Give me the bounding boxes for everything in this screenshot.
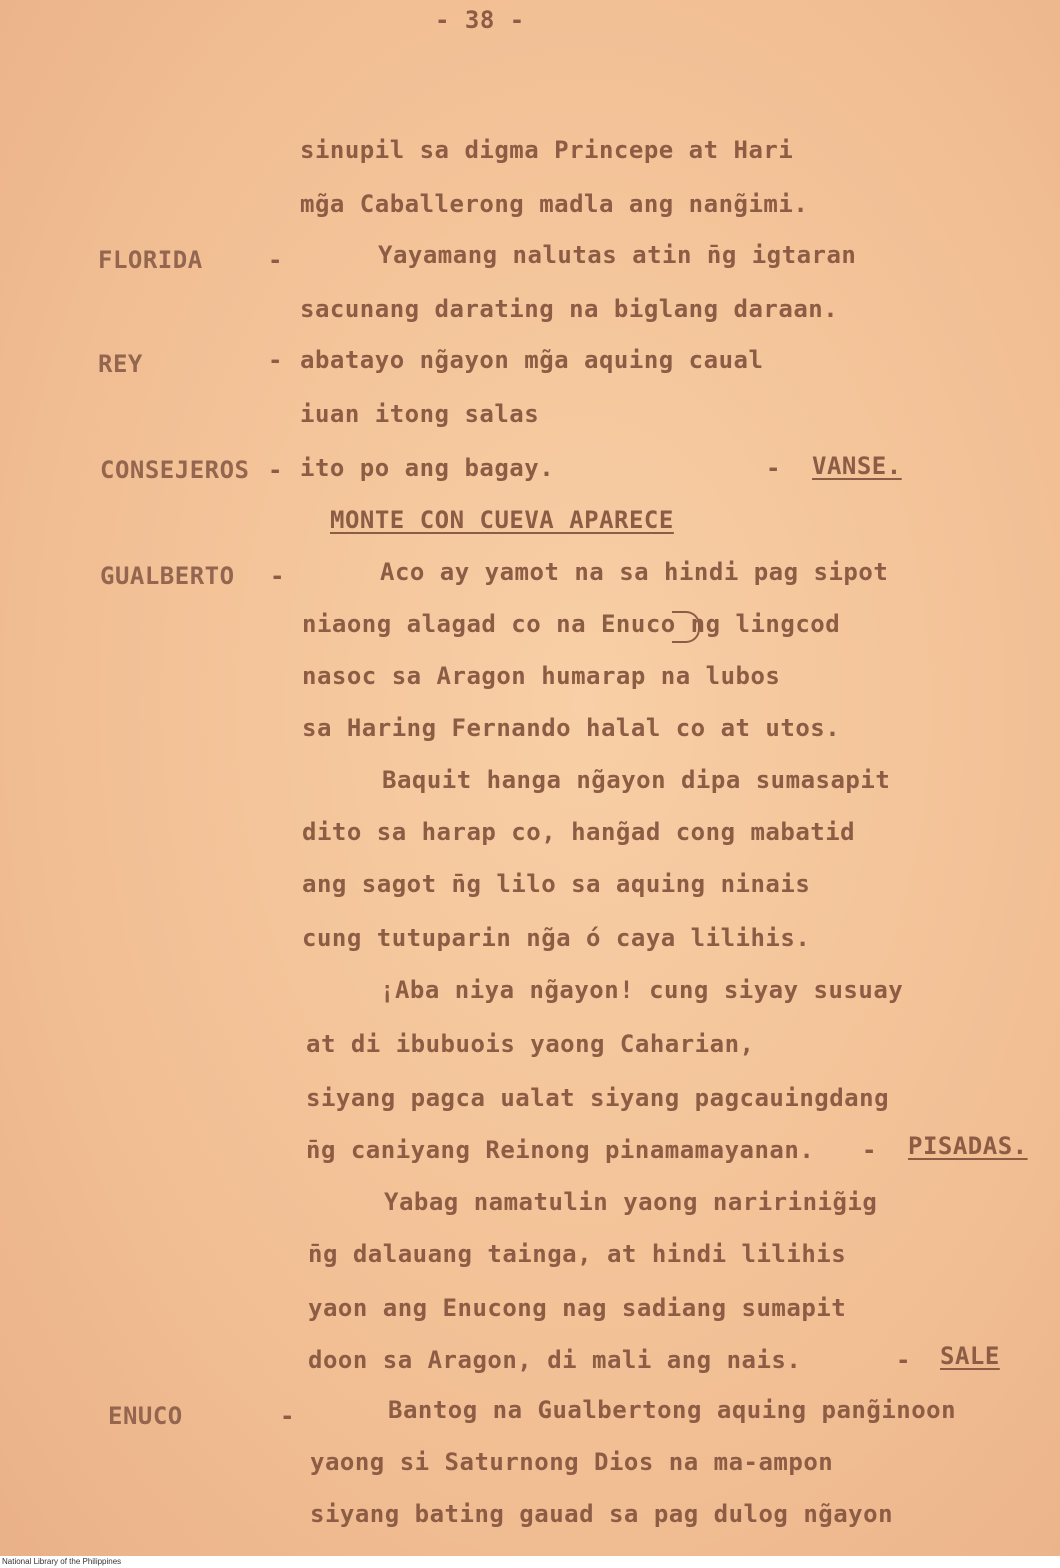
stage-direction-dash: -: [766, 454, 781, 482]
verse-line: Aco ay yamot na sa hindi pag sipot: [380, 558, 889, 586]
verse-line: yaon ang Enucong nag sadiang sumapit: [308, 1294, 847, 1322]
verse-line: iuan itong salas: [300, 400, 540, 428]
speaker-name: REY: [98, 350, 143, 378]
speaker-name: ENUCO: [108, 1402, 183, 1430]
verse-line: Yayamang nalutas atin n̄g igtaran: [378, 241, 857, 269]
stage-heading: MONTE CON CUEVA APARECE: [330, 506, 674, 534]
verse-line: ang sagot n̄g lilo sa aquing ninais: [302, 870, 811, 898]
verse-line: mg̃a Caballerong madla ang nang̃imi.: [300, 190, 809, 218]
stage-direction: VANSE.: [812, 452, 902, 480]
verse-line: nasoc sa Aragon humarap na lubos: [302, 662, 781, 690]
verse-line: siyang pagca ualat siyang pagcauingdang: [306, 1084, 890, 1112]
verse-line: niaong alagad co na Enuco ng lingcod: [302, 610, 841, 638]
verse-line: ¡Aba niya ng̃ayon! cung siyay susuay: [380, 976, 904, 1004]
verse-line: Yabag namatulin yaong naririnig̃ig: [384, 1188, 878, 1216]
verse-line: n̄g caniyang Reinong pinamamayanan.: [306, 1136, 815, 1164]
stage-direction: PISADAS.: [908, 1132, 1028, 1160]
verse-line: sacunang darating na biglang daraan.: [300, 295, 839, 323]
verse-line: siyang bating gauad sa pag dulog ng̃ayon: [310, 1500, 894, 1528]
footer-credit: National Library of the Philippines: [0, 1556, 1060, 1568]
speaker-dash: -: [270, 562, 285, 590]
verse-line: ito po ang bagay.: [300, 454, 555, 482]
stage-direction: SALE: [940, 1342, 1000, 1370]
stage-direction-dash: -: [862, 1136, 877, 1164]
speaker-name: FLORIDA: [98, 246, 203, 274]
verse-line: n̄g dalauang tainga, at hindi lilihis: [308, 1240, 847, 1268]
verse-line: doon sa Aragon, di mali ang nais.: [308, 1346, 802, 1374]
verse-line: at di ibubuois yaong Caharian,: [306, 1030, 755, 1058]
page-number: - 38 -: [435, 6, 525, 34]
speaker-dash: -: [268, 346, 283, 374]
verse-line: dito sa harap co, hang̃ad cong mabatid: [302, 818, 856, 846]
verse-line: abatayo ng̃ayon mg̃a aquing caual: [300, 346, 764, 374]
speaker-name: GUALBERTO: [100, 562, 235, 590]
speaker-dash: -: [280, 1402, 295, 1430]
verse-line: sa Haring Fernando halal co at utos.: [302, 714, 841, 742]
handwritten-bracket-mark: [672, 611, 700, 643]
verse-line: Baquit hanga ng̃ayon dipa sumasapit: [382, 766, 891, 794]
verse-line: sinupil sa digma Princepe at Hari: [300, 136, 794, 164]
verse-line: cung tutuparin ng̃a ó caya lilihis.: [302, 924, 811, 952]
speaker-dash: -: [268, 246, 283, 274]
verse-line: yaong si Saturnong Dios na ma-ampon: [310, 1448, 834, 1476]
speaker-dash: -: [268, 456, 283, 484]
stage-direction-dash: -: [896, 1346, 911, 1374]
verse-line: Bantog na Gualbertong aquing pang̃inoon: [388, 1396, 957, 1424]
speaker-name: CONSEJEROS: [100, 456, 250, 484]
